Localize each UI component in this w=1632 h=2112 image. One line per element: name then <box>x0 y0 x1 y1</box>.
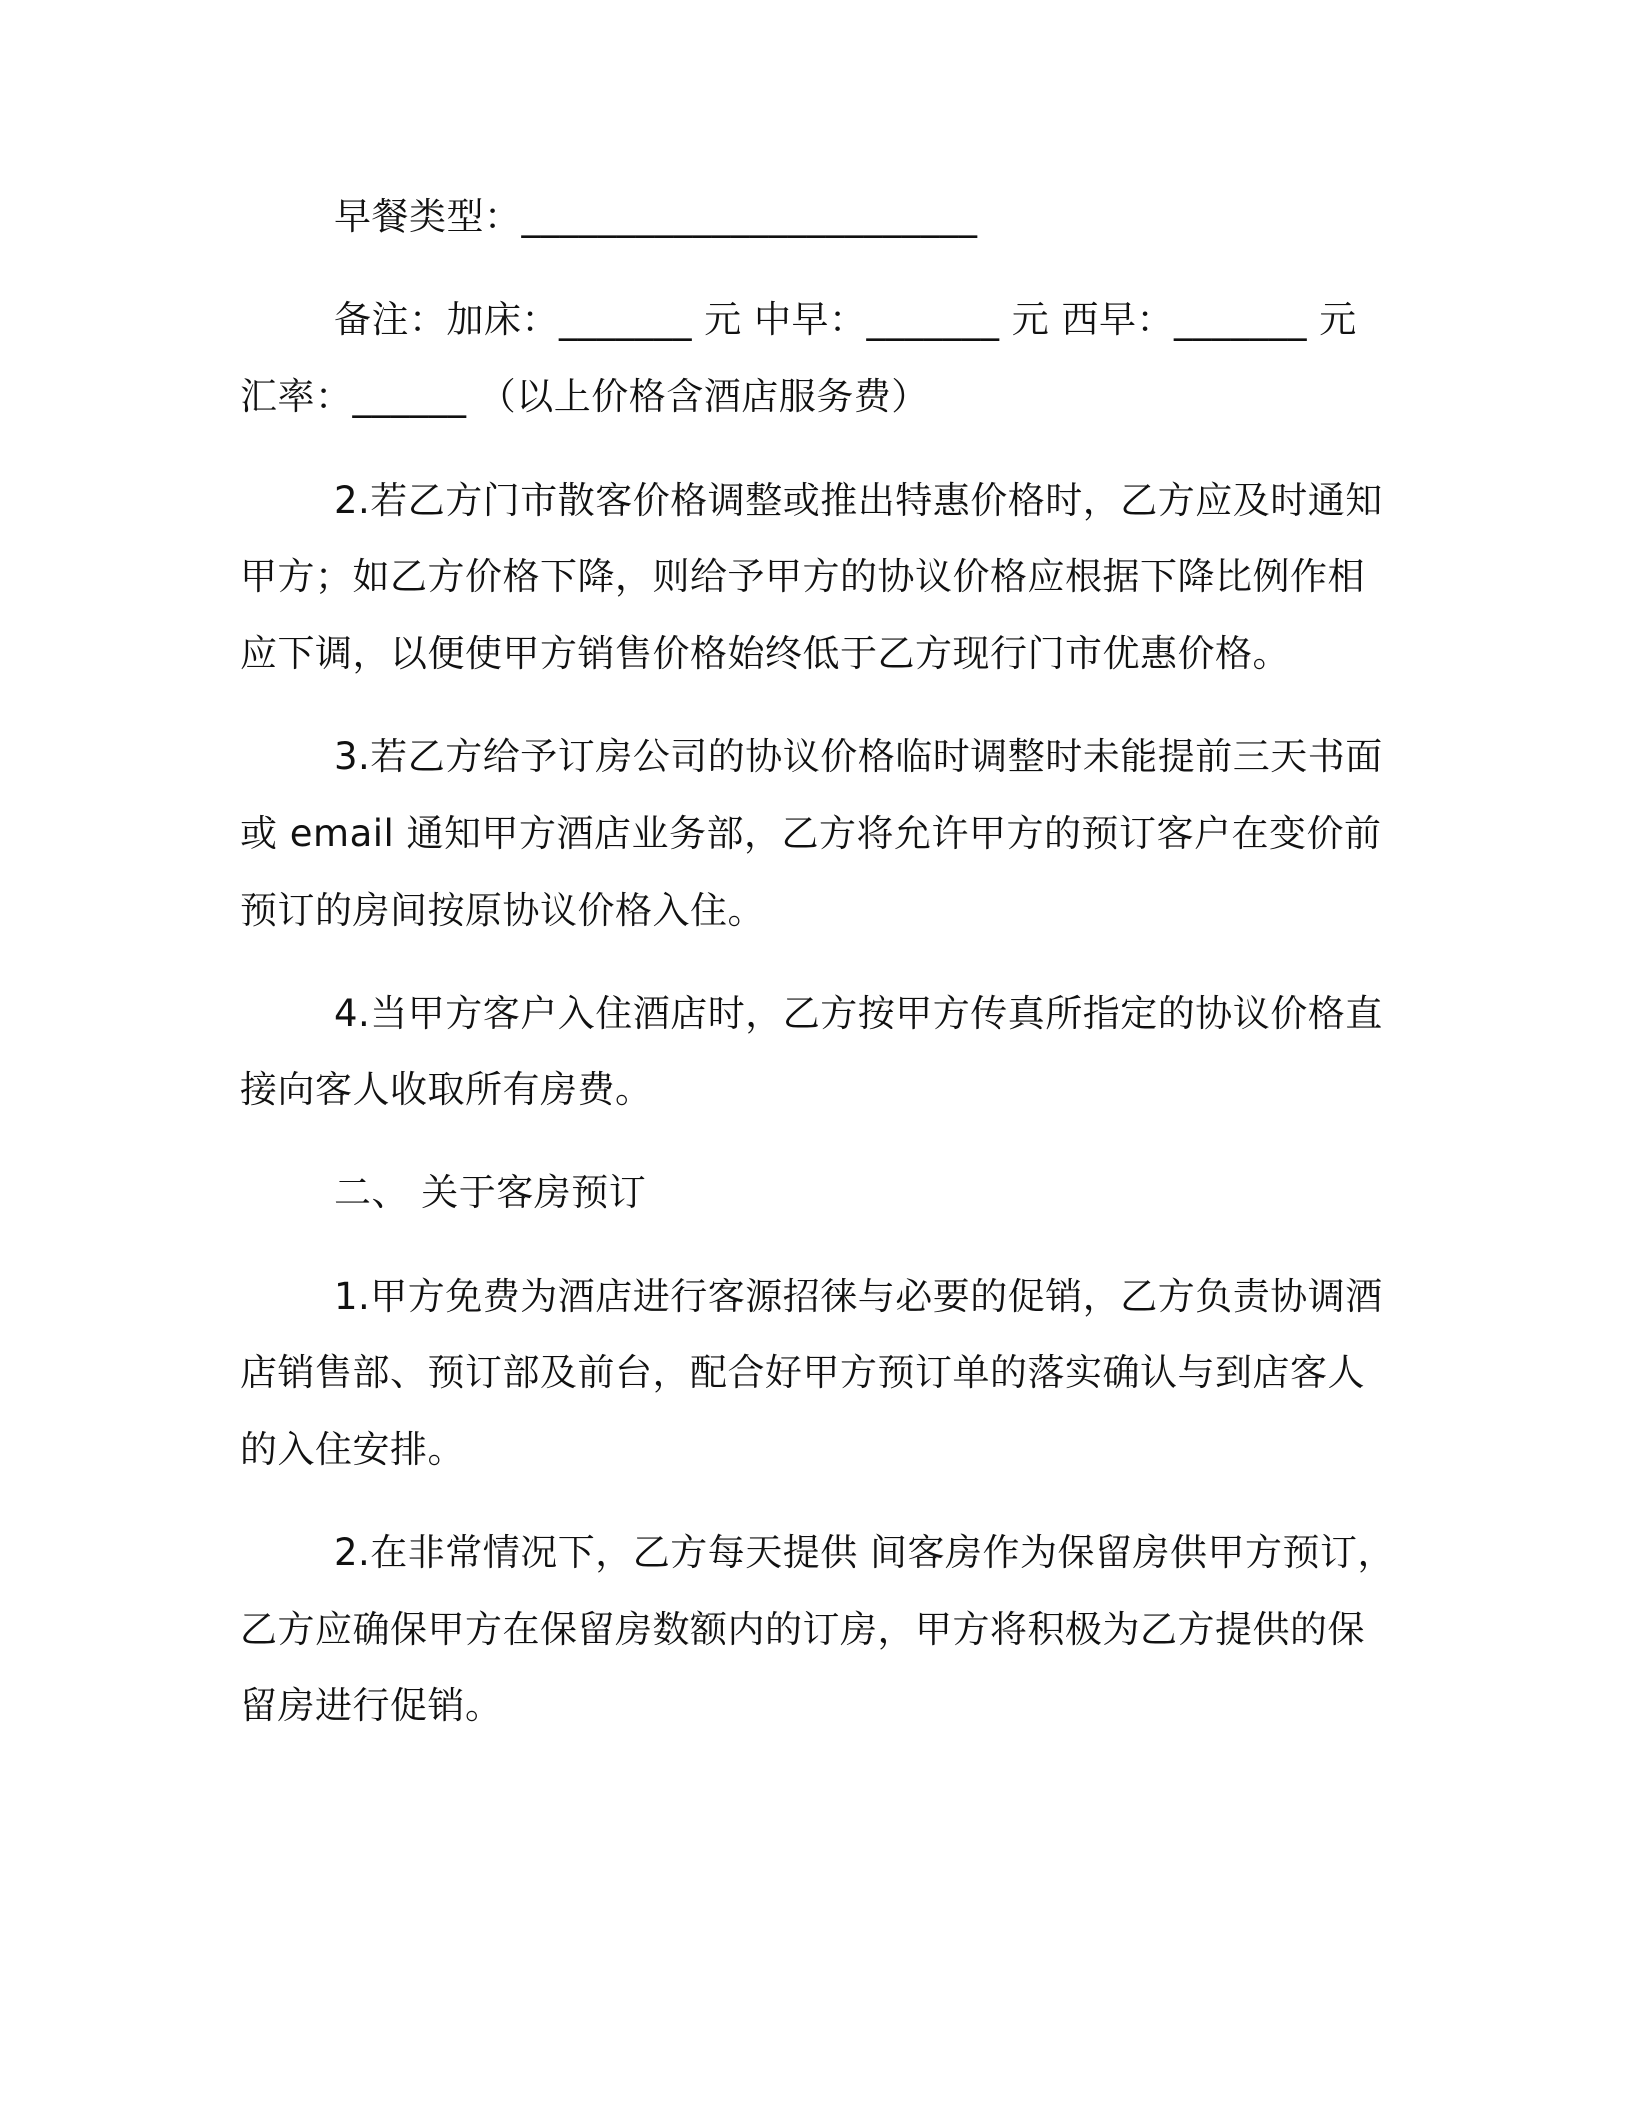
section-heading-room-booking: 二、 关于客房预订 <box>334 1171 647 1214</box>
clause-3-line-1: 3.若乙方给予订房公司的协议价格临时调整时未能提前三天书面 <box>334 735 1383 778</box>
clause-3-line-2: 或 email 通知甲方酒店业务部，乙方将允许甲方的预订客户在变价前 <box>240 812 1382 855</box>
clause-2-line-2: 甲方；如乙方价格下降，则给予甲方的协议价格应根据下降比例作相 <box>240 555 1365 598</box>
clause-4-line-2: 接向客人收取所有房费。 <box>240 1068 653 1111</box>
booking-clause-2-line-2: 乙方应确保甲方在保留房数额内的订房，甲方将积极为乙方提供的保 <box>240 1608 1365 1651</box>
clause-2-line-3: 应下调，以便使甲方销售价格始终低于乙方现行门市优惠价格。 <box>240 632 1290 675</box>
remarks-line: 备注：加床：_______ 元 中早：_______ 元 西早：_______ 元 <box>334 298 1357 341</box>
booking-clause-2-line-1: 2.在非常情况下，乙方每天提供 间客房作为保留房供甲方预订， <box>334 1531 1396 1574</box>
booking-clause-1-line-2: 店销售部、预订部及前台，配合好甲方预订单的落实确认与到店客人 <box>240 1351 1365 1394</box>
booking-clause-2-line-3: 留房进行促销。 <box>240 1684 503 1727</box>
breakfast-type-line: 早餐类型：________________________ <box>334 195 978 238</box>
exchange-rate-line: 汇率：______ （以上价格含酒店服务费） <box>240 375 929 418</box>
booking-clause-1-line-3: 的入住安排。 <box>240 1428 465 1471</box>
clause-2-line-1: 2.若乙方门市散客价格调整或推出特惠价格时，乙方应及时通知 <box>334 479 1383 522</box>
clause-3-line-3: 预订的房间按原协议价格入住。 <box>240 889 765 932</box>
booking-clause-1-line-1: 1.甲方免费为酒店进行客源招徕与必要的促销，乙方负责协调酒 <box>334 1275 1383 1318</box>
clause-4-line-1: 4.当甲方客户入住酒店时，乙方按甲方传真所指定的协议价格直 <box>334 992 1383 1035</box>
